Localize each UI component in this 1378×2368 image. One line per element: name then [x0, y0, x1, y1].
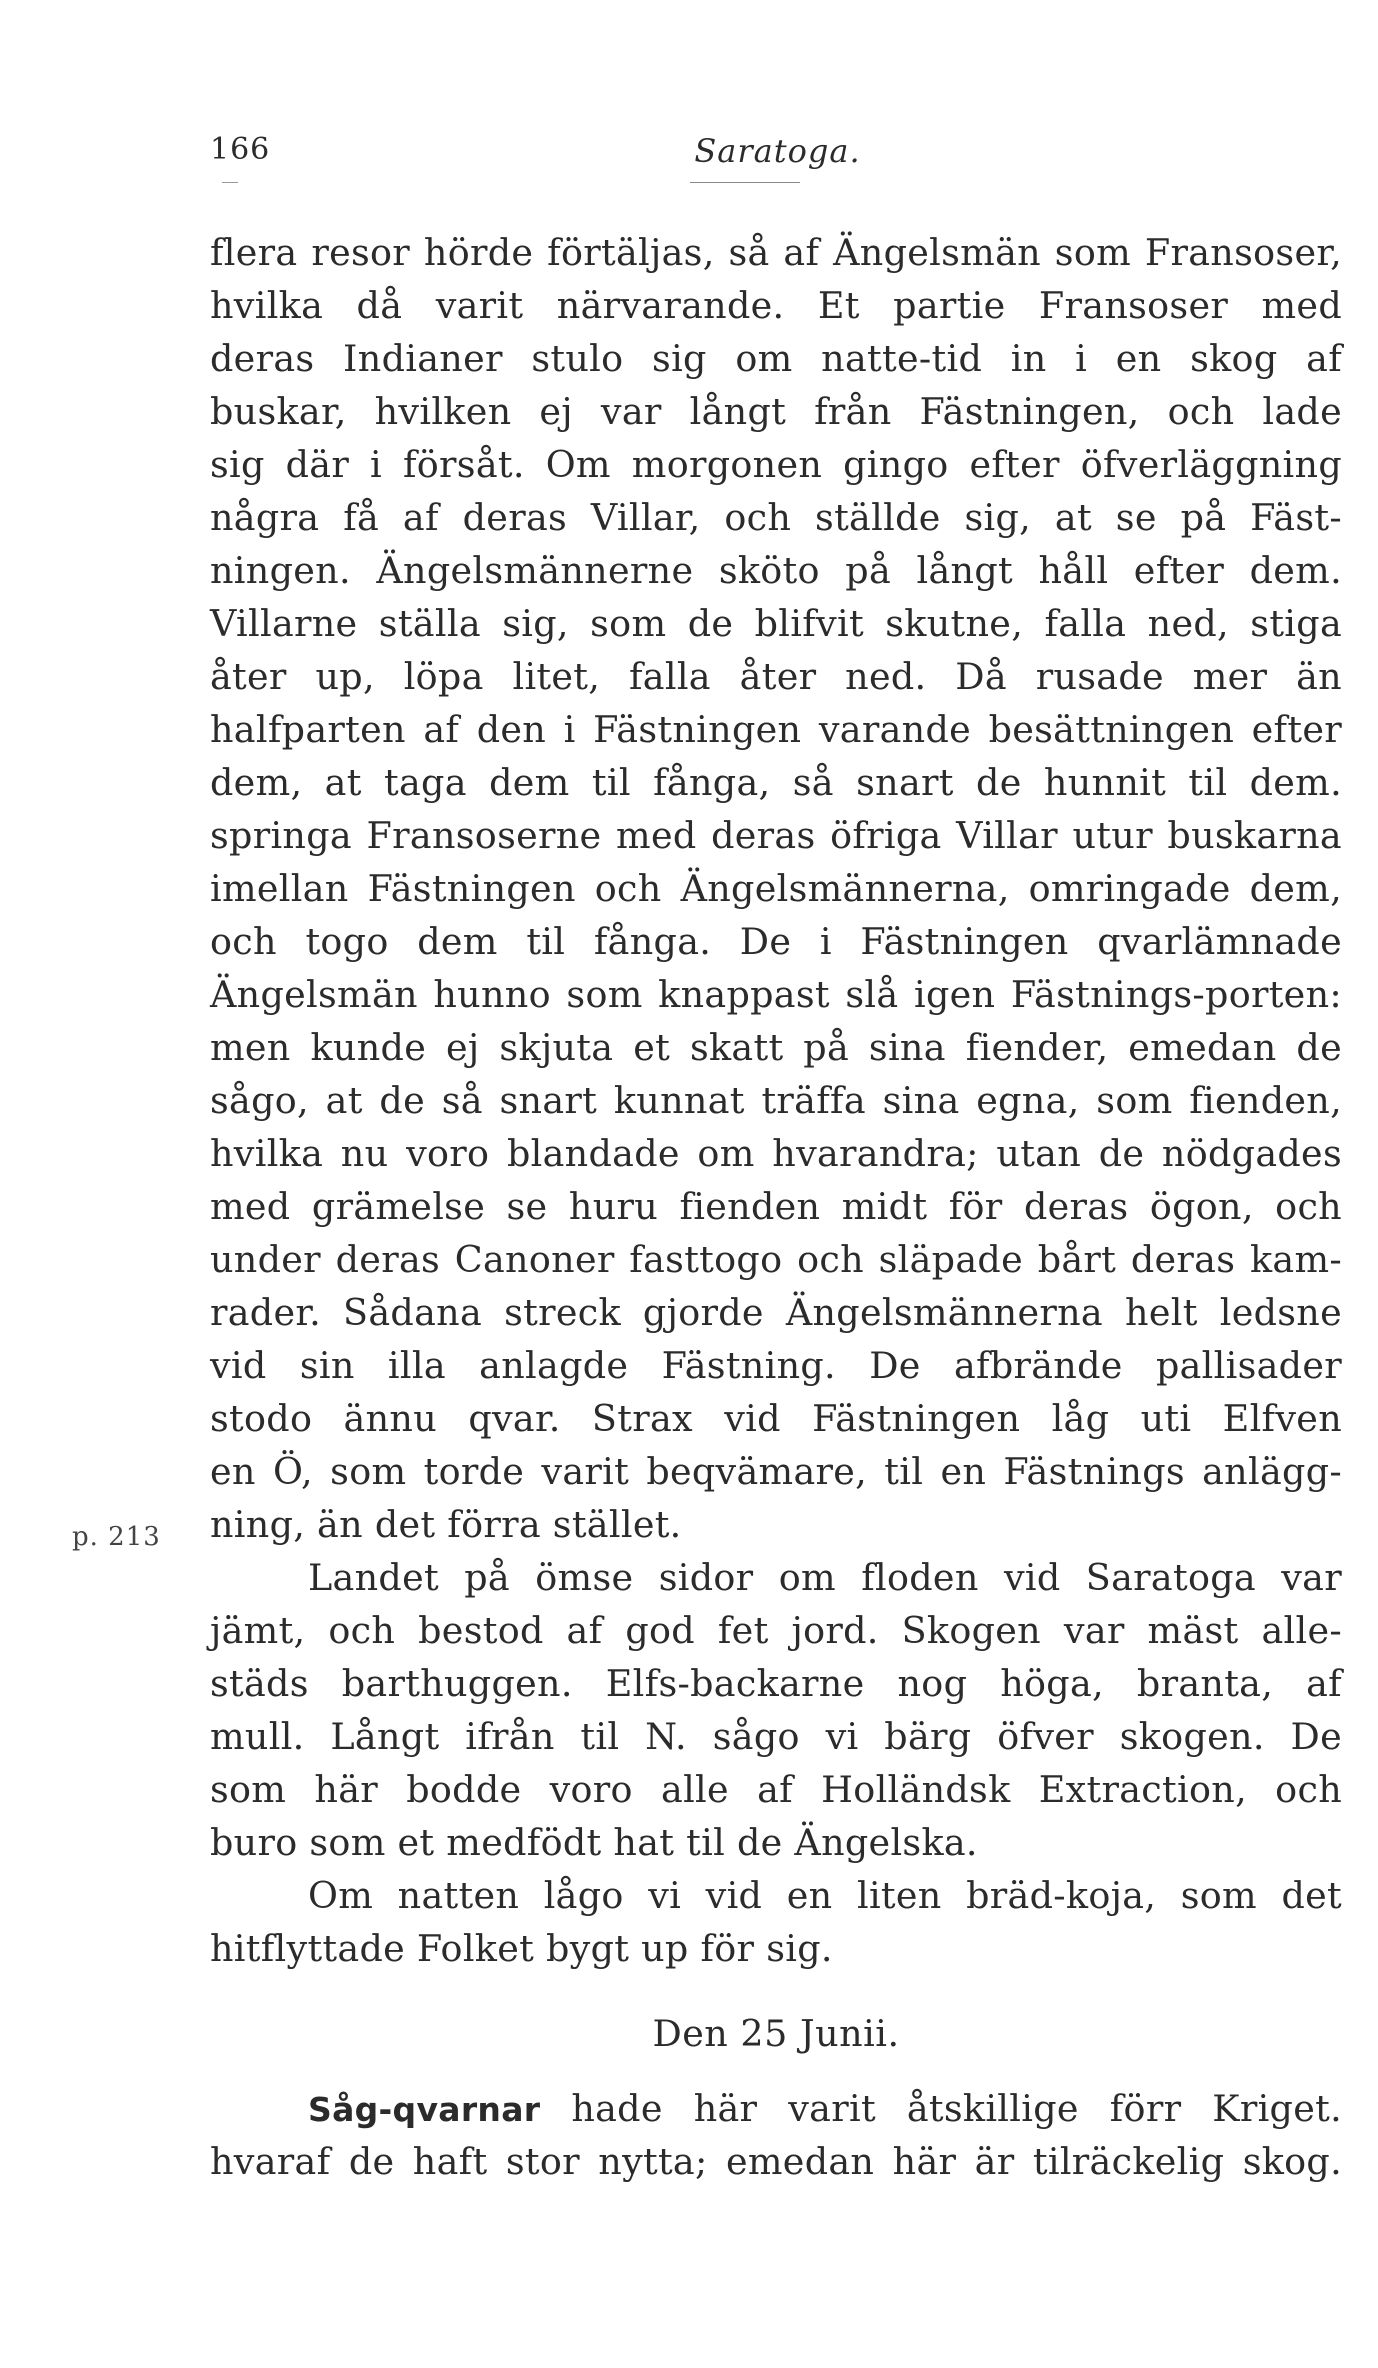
text-line-rest: hade här varit åtskillige förr Kriget. [540, 2087, 1342, 2130]
text-line: mull. Långt ifrån til N. sågo vi bärg öfver skogen. De [210, 1715, 1342, 1758]
text-line: Om natten lågo vi vid en liten bräd-koja, som det [308, 1874, 1342, 1917]
text-line: jämt, och bestod af god fet jord. Skogen var mäst alle- [210, 1609, 1342, 1652]
text-line: Landet på ömse sidor om floden vid Saratoga var [308, 1556, 1342, 1599]
text-line: stodo ännu qvar. Strax vid Fästningen låg uti Elfven [210, 1397, 1342, 1440]
header-rule [690, 182, 800, 183]
text-line: men kunde ej skjuta et skatt på sina fiender, emedan de [210, 1026, 1342, 1069]
header-rule-left [222, 182, 238, 183]
text-line: åter up, löpa litet, falla åter ned. Då rusade mer än [210, 655, 1342, 698]
text-line: hvaraf de haft stor nytta; emedan här är tilräckelig skog. [210, 2140, 1342, 2183]
page-number: 166 [210, 132, 271, 167]
text-line: springa Fransoserne med deras öfriga Villar utur buskarna [210, 814, 1342, 857]
running-head: Saratoga. [694, 132, 861, 170]
date-heading: Den 25 Junii. [652, 2012, 900, 2055]
text-line: hvilka nu voro blandade om hvarandra; utan de nödgades [210, 1132, 1342, 1175]
text-line: imellan Fästningen och Ängelsmännerna, omringade dem, [210, 867, 1342, 910]
page-header [210, 132, 1345, 182]
text-line: som här bodde voro alle af Holländsk Extraction, och [210, 1768, 1342, 1811]
text-line: och togo dem til fånga. De i Fästningen qvarlämnade [210, 920, 1342, 963]
text-line: ningen. Ängelsmännerne sköto på långt håll efter dem. [210, 549, 1342, 592]
text-line: hitflyttade Folket bygt up för sig. [210, 1927, 833, 1970]
text-line [210, 2082, 1342, 2135]
text-line: en Ö, som torde varit beqvämare, til en Fästnings anlägg- [210, 1450, 1342, 1493]
text-line: städs barthuggen. Elfs-backarne nog höga, branta, af [210, 1662, 1342, 1705]
bold-lead-term: Såg-qvarnar [308, 2090, 541, 2129]
text-line: buro som et medfödt hat til de Ängelska. [210, 1821, 978, 1864]
body-text [210, 226, 1342, 1975]
text-line: sågo, at de så snart kunnat träffa sina egna, som fienden, [210, 1079, 1342, 1122]
text-line: vid sin illa anlagde Fästning. De afbrände pallisader [210, 1344, 1342, 1387]
text-line: Villarne ställa sig, som de blifvit skutne, falla ned, stiga [210, 602, 1342, 645]
text-line: Ängelsmän hunno som knappast slå igen Fästnings-porten: [210, 973, 1342, 1016]
text-line: hvilka då varit närvarande. Et partie Fransoser med [210, 284, 1342, 327]
text-line: flera resor hörde förtäljas, så af Ängelsmän som Fransoser, [210, 231, 1342, 274]
text-line: några få af deras Villar, och ställde sig, at se på Fäst- [210, 496, 1342, 539]
margin-page-reference: p. 213 [72, 1522, 161, 1552]
text-line: dem, at taga dem til fånga, så snart de hunnit til dem. [210, 761, 1342, 804]
text-line: ning, än det förra stället. [210, 1503, 682, 1546]
text-line: halfparten af den i Fästningen varande besättningen efter [210, 708, 1342, 751]
text-line: under deras Canoner fasttogo och släpade bårt deras kam- [210, 1238, 1342, 1281]
body-text-continued [210, 2082, 1342, 2188]
text-line: sig där i försåt. Om morgonen gingo efter öfverläggning [210, 443, 1342, 486]
text-line: buskar, hvilken ej var långt från Fästningen, och lade [210, 390, 1342, 433]
text-line: med grämelse se huru fienden midt för deras ögon, och [210, 1185, 1342, 1228]
text-line: rader. Sådana streck gjorde Ängelsmännerna helt ledsne [210, 1291, 1342, 1334]
text-line: deras Indianer stulo sig om natte-tid in i en skog af [210, 337, 1342, 380]
